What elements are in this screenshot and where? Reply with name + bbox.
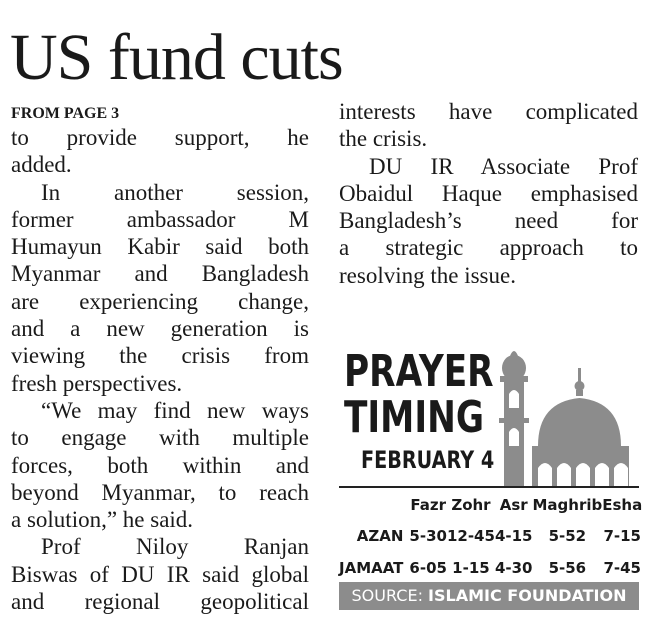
time-cell: 5-30 (409, 527, 447, 545)
text-line: a solution,” he said. (11, 507, 194, 533)
text-line: beyond Myanmar, to reach (11, 479, 309, 505)
time-cell: 1-15 (452, 559, 490, 577)
prayer-title-line2: TIMING (344, 392, 484, 443)
article-column-2 (339, 98, 638, 289)
text-line: Prof Niloy Ranjan (41, 534, 309, 560)
text-line: In another session, (41, 179, 309, 205)
text-line: Biswas of DU IR said global (11, 561, 309, 587)
article-column-1 (11, 124, 309, 615)
text-line: “We may find new ways (41, 397, 309, 423)
text-line: DU IR Associate Prof (369, 153, 638, 179)
header-cell: Asr (499, 496, 528, 514)
time-cell: 4-15 (494, 527, 533, 545)
text-line: Obaidul Haque emphasised (339, 180, 638, 206)
text-line: resolving the issue. (339, 262, 516, 288)
header-cell: Maghrib (532, 496, 603, 514)
source-name: ISLAMIC FOUNDATION (428, 586, 627, 605)
mosque-icon (494, 346, 639, 488)
paragraph (339, 153, 638, 289)
time-cell: 7-15 (603, 527, 641, 545)
table-row (339, 552, 642, 584)
row-label: JAMAAT (339, 559, 404, 577)
time-cell: 12-45 (446, 527, 495, 545)
text-line: forces, both within and (11, 452, 309, 478)
header-cell (339, 490, 409, 520)
text-line: to engage with multiple (11, 425, 309, 451)
time-cell: 4-30 (494, 559, 533, 577)
header-cell: Esha (602, 496, 643, 514)
header-cell: Fazr (410, 496, 446, 514)
text-line: Humayun Kabir said both (11, 234, 309, 260)
text-line: Myanmar and Bangladesh (11, 261, 309, 287)
paragraph (11, 533, 309, 615)
source-label: SOURCE: (351, 586, 423, 605)
paragraph (11, 397, 309, 533)
jump-kicker: FROM PAGE 3 (11, 105, 120, 122)
table-row (339, 520, 642, 552)
paragraph (11, 179, 309, 397)
text-line: fresh perspectives. (11, 370, 183, 396)
text-line: and a new generation is (11, 316, 309, 342)
prayer-title-line1: PRAYER (344, 346, 494, 397)
prayer-date: FEBRUARY 4 (361, 446, 495, 474)
text-line: to provide support, he (11, 125, 309, 150)
text-line: are experiencing change, (11, 288, 309, 314)
text-line: and regional geopolitical (11, 589, 309, 615)
time-cell: 5-52 (548, 527, 587, 545)
header-cell: Zohr (451, 496, 491, 514)
prayer-timing-box (339, 344, 643, 614)
text-line: viewing the crisis from (11, 343, 309, 369)
paragraph (11, 124, 309, 179)
prayer-times-table (339, 490, 642, 584)
paragraph (339, 98, 638, 153)
time-cell: 7-45 (603, 559, 641, 577)
row-label: AZAN (356, 527, 404, 545)
time-cell: 6-05 (409, 559, 447, 577)
text-line: the crisis. (339, 126, 428, 152)
text-line: a strategic approach to (339, 235, 638, 261)
time-cell: 5-56 (548, 559, 587, 577)
text-line: former ambassador M (11, 206, 309, 232)
text-line: Bangladesh’s need for (339, 208, 638, 234)
text-line: added. (11, 152, 72, 178)
text-line: interests have complicated (339, 99, 638, 124)
table-header-row (339, 490, 642, 520)
divider (339, 486, 639, 488)
source-bar (339, 582, 639, 610)
headline: US fund cuts (10, 21, 343, 94)
